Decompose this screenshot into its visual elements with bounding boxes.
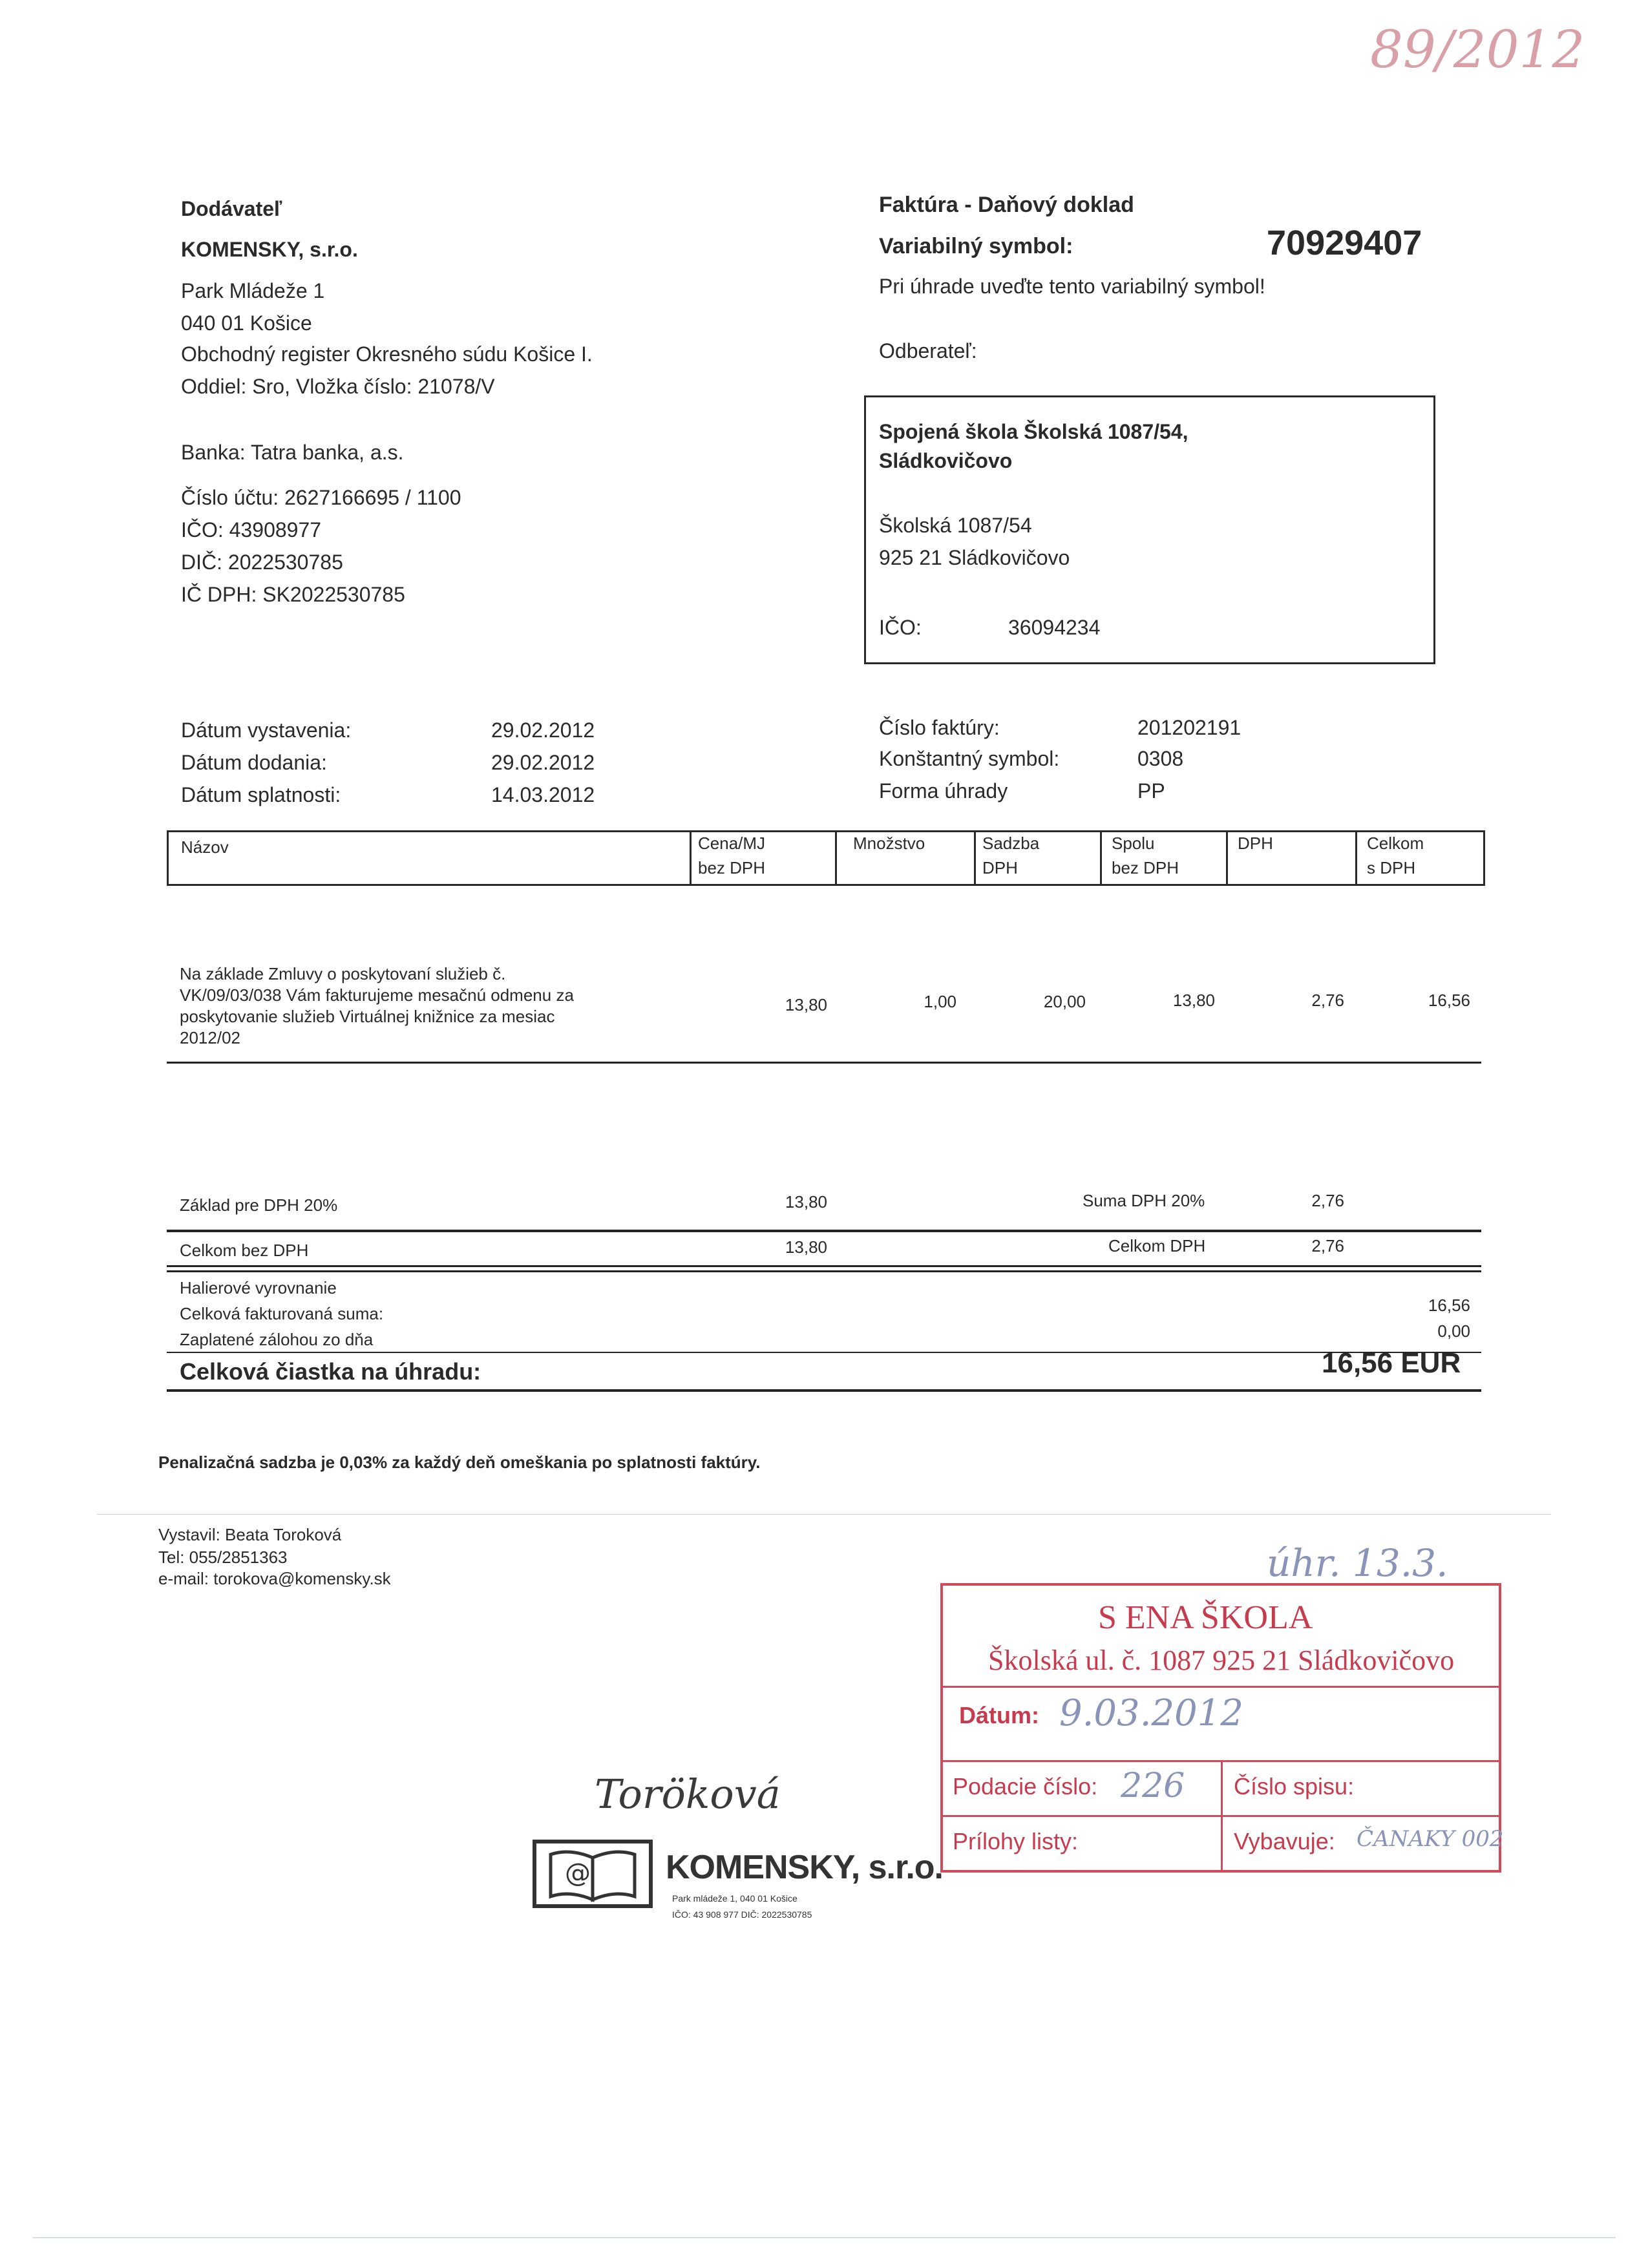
stamp-handler-value: ČANAKY 002: [1357, 1826, 1504, 1852]
total-vat-label: Celkom DPH: [1108, 1236, 1206, 1255]
constant-symbol-value: 0308: [1137, 747, 1184, 770]
supplier-heading: Dodávateľ: [181, 197, 282, 220]
stamp-date-label: Dátum:: [959, 1702, 1039, 1728]
total-net-value: 13,80: [785, 1237, 827, 1257]
header-total-net: Spolu: [1112, 834, 1155, 853]
issuer-name: Vystavil: Beata Toroková: [158, 1525, 342, 1544]
advance-value: 0,00: [1437, 1321, 1470, 1341]
stamp-school-address: Školská ul. č. 1087 925 21 Sládkovičovo: [988, 1644, 1455, 1676]
payment-method-label: Forma úhrady: [879, 779, 1008, 803]
row-divider: [167, 1062, 1481, 1064]
supplier-ico: IČO: 43908977: [181, 518, 322, 541]
summary-divider: [167, 1352, 1481, 1353]
handwritten-paid-note: úhr. 13.3.: [1267, 1541, 1448, 1585]
stamp-school-title: S ENA ŠKOLA: [1098, 1599, 1313, 1636]
header-name: Názov: [181, 837, 229, 857]
stamp-handler-label: Vybavuje:: [1234, 1828, 1335, 1854]
stamp-company-address: Park mládeže 1, 040 01 Košice: [672, 1893, 798, 1904]
supplier-city: 040 01 Košice: [181, 311, 312, 335]
issue-date-value: 29.02.2012: [491, 719, 595, 742]
header-price: Cena/MJ: [698, 834, 766, 853]
header-gross-sub: s DPH: [1367, 858, 1416, 877]
header-vat-rate-sub: DPH: [982, 858, 1018, 877]
summary-divider: [167, 1389, 1481, 1392]
penalty-note: Penalizačná sadzba je 0,03% za každý deň omeškania po splatnosti faktúry.: [158, 1453, 761, 1472]
issuer-phone: Tel: 055/2851363: [158, 1548, 288, 1567]
variable-symbol-note: Pri úhrade uveďte tento variabilný symbol!: [879, 275, 1265, 298]
amount-due-value: 16,56 EUR: [1322, 1347, 1461, 1379]
delivery-date-label: Dátum dodania:: [181, 751, 327, 774]
vat-sum-label: Suma DPH 20%: [1083, 1191, 1205, 1210]
issue-date-label: Dátum vystavenia:: [181, 719, 352, 742]
supplier-dic: DIČ: 2022530785: [181, 551, 343, 574]
book-logo-icon: [531, 1835, 660, 1913]
issuer-email: e-mail: torokova@komensky.sk: [158, 1569, 391, 1588]
bottom-edge-line: [32, 2237, 1616, 2238]
delivery-date-value: 29.02.2012: [491, 751, 595, 774]
svg-text:@: @: [565, 1858, 591, 1888]
stamp-company-name: KOMENSKY, s.r.o.: [666, 1849, 943, 1886]
stamp-attachments-label: Prílohy listy:: [953, 1828, 1079, 1854]
col-divider: [1355, 830, 1357, 884]
stamp-divider: [943, 1686, 1499, 1688]
supplier-street: Park Mládeže 1: [181, 279, 325, 302]
col-divider: [1100, 830, 1102, 884]
total-net-label: Celkom bez DPH: [180, 1241, 309, 1260]
vat-base-label: Základ pre DPH 20%: [180, 1195, 338, 1215]
header-vat-rate: Sadzba: [982, 834, 1040, 853]
invoice-number-value: 201202191: [1137, 716, 1241, 739]
row-description: poskytovanie služieb Virtuálnej knižnice za mesiac: [180, 1007, 555, 1026]
col-divider: [690, 830, 692, 884]
total-vat-value: 2,76: [1311, 1236, 1344, 1255]
due-date-label: Dátum splatnosti:: [181, 783, 341, 806]
stamp-registration-value: 226: [1121, 1767, 1185, 1805]
customer-ico-label: IČO:: [879, 616, 922, 639]
stamp-file-label: Číslo spisu:: [1234, 1773, 1355, 1800]
payment-method-value: PP: [1137, 779, 1165, 803]
vat-sum-value: 2,76: [1311, 1191, 1344, 1210]
customer-ico-value: 36094234: [1008, 616, 1101, 639]
row-quantity: 1,00: [924, 992, 956, 1011]
col-divider: [974, 830, 976, 884]
customer-name: Spojená škola Školská 1087/54,: [879, 420, 1188, 443]
invoice-number-label: Číslo faktúry:: [879, 716, 1000, 739]
summary-divider: [167, 1265, 1481, 1267]
customer-street: Školská 1087/54: [879, 514, 1032, 537]
row-gross: 16,56: [1428, 991, 1470, 1010]
header-gross: Celkom: [1367, 834, 1424, 853]
summary-divider: [167, 1270, 1481, 1272]
col-divider: [835, 830, 837, 884]
header-quantity: Množstvo: [853, 834, 925, 853]
handwritten-reference: 89/2012: [1370, 19, 1585, 79]
row-vat-rate: 20,00: [1043, 992, 1086, 1011]
col-divider: [1226, 830, 1228, 884]
customer-label: Odberateľ:: [879, 339, 977, 362]
supplier-register-section: Oddiel: Sro, Vložka číslo: 21078/V: [181, 375, 495, 398]
header-vat: DPH: [1238, 834, 1273, 853]
customer-city: 925 21 Sládkovičovo: [879, 546, 1070, 569]
received-stamp: [940, 1583, 1504, 1873]
constant-symbol-label: Konštantný symbol:: [879, 747, 1060, 770]
variable-symbol-value: 70929407: [1267, 224, 1422, 262]
variable-symbol-label: Variabilný symbol:: [879, 234, 1073, 258]
customer-name-town: Sládkovičovo: [879, 449, 1013, 472]
invoiced-sum-value: 16,56: [1428, 1296, 1470, 1315]
vat-base-value: 13,80: [785, 1192, 827, 1212]
header-total-net-sub: bez DPH: [1112, 858, 1179, 877]
row-price: 13,80: [785, 995, 827, 1014]
stamp-divider: [943, 1815, 1499, 1817]
signature: Toröková: [595, 1770, 781, 1818]
supplier-name: KOMENSKY, s.r.o.: [181, 238, 358, 261]
rounding-label: Halierové vyrovnanie: [180, 1278, 337, 1297]
supplier-register: Obchodný register Okresného súdu Košice I.: [181, 342, 593, 366]
separator-line: [97, 1514, 1551, 1515]
stamp-registration-label: Podacie číslo:: [953, 1773, 1098, 1800]
row-total-net: 13,80: [1172, 991, 1215, 1010]
row-description: VK/09/03/038 Vám fakturujeme mesačnú odmenu za: [180, 985, 574, 1005]
items-table-header: [167, 830, 1485, 886]
invoiced-sum-label: Celková fakturovaná suma:: [180, 1304, 384, 1323]
invoice-title: Faktúra - Daňový doklad: [879, 193, 1134, 217]
supplier-bank: Banka: Tatra banka, a.s.: [181, 441, 404, 464]
supplier-account: Číslo účtu: 2627166695 / 1100: [181, 486, 461, 509]
header-price-sub: bez DPH: [698, 858, 766, 877]
row-vat: 2,76: [1311, 991, 1344, 1010]
stamp-date-value: 9.03.2012: [1059, 1692, 1244, 1734]
row-description: Na základe Zmluvy o poskytovaní služieb č.: [180, 964, 506, 983]
supplier-icdph: IČ DPH: SK2022530785: [181, 583, 405, 606]
stamp-company-ids: IČO: 43 908 977 DIČ: 2022530785: [672, 1909, 812, 1920]
summary-divider: [167, 1230, 1481, 1232]
due-date-value: 14.03.2012: [491, 783, 595, 806]
advance-label: Zaplatené zálohou zo dňa: [180, 1330, 374, 1349]
row-description: 2012/02: [180, 1028, 240, 1047]
amount-due-label: Celková čiastka na úhradu:: [180, 1358, 481, 1385]
